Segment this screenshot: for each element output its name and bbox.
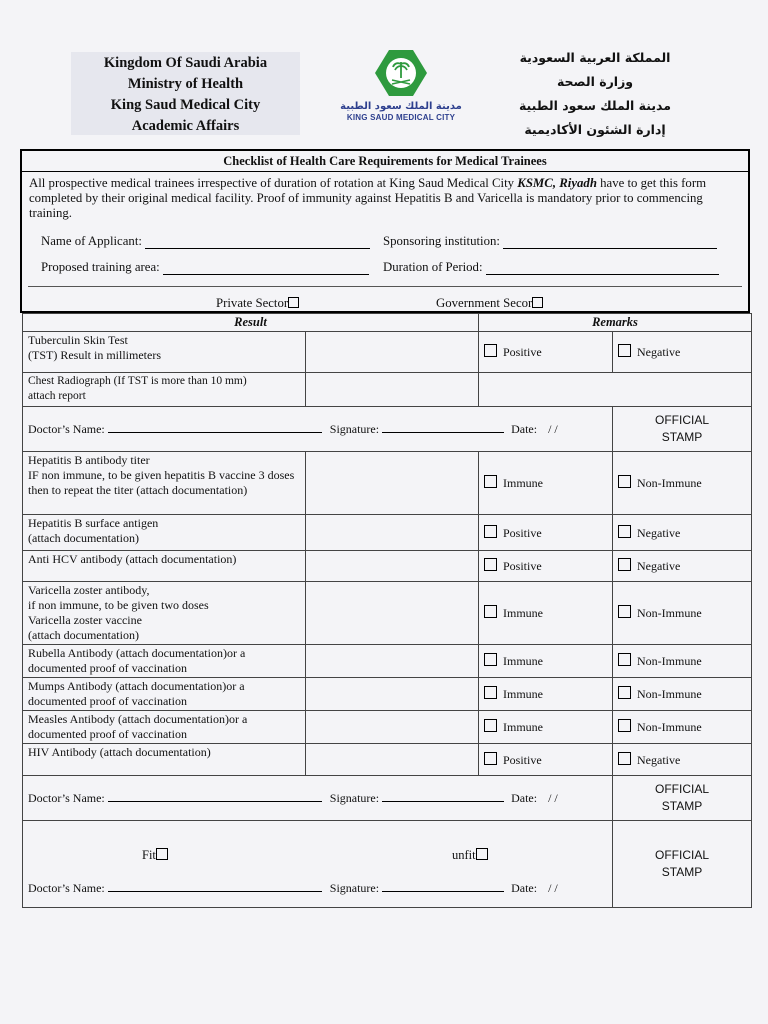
remarks-cell[interactable] — [479, 373, 752, 407]
applicant-info-box — [20, 149, 750, 313]
doctor-name-label: Doctor’s Name: — [28, 881, 105, 895]
applicant-name-line[interactable] — [145, 236, 370, 249]
duration-line[interactable] — [486, 262, 719, 275]
option-cell[interactable] — [479, 645, 613, 678]
checkbox[interactable] — [484, 719, 497, 732]
option-label: Negative — [637, 525, 681, 540]
checkbox[interactable] — [484, 653, 497, 666]
option-label: Non-Immune — [637, 720, 702, 734]
government-sector-option[interactable] — [436, 296, 543, 311]
stamp-text-stamp: STAMP — [661, 865, 703, 879]
test-name: Hepatitis B antibody titer IF non immune, to be given hepatitis B vaccine 3 doses then to repeat the titer (attach documentation) — [23, 452, 306, 515]
header-line-kingdom: Kingdom Of Saudi Arabia — [103, 55, 268, 71]
option-cell[interactable] — [613, 332, 752, 373]
result-cell[interactable] — [306, 678, 479, 711]
table-header-row — [23, 314, 752, 332]
test-name: Chest Radiograph (If TST is more than 10 mm) attach report — [23, 373, 306, 407]
checkbox[interactable] — [484, 605, 497, 618]
option-label: Immune — [503, 606, 543, 620]
logo-english-text: KING SAUD MEDICAL CITY — [346, 113, 456, 122]
checkbox[interactable] — [618, 752, 631, 765]
doctor-line — [28, 881, 558, 896]
applicant-name-field[interactable] — [41, 234, 370, 249]
fit-label: Fit — [142, 848, 156, 862]
result-cell[interactable] — [306, 582, 479, 645]
private-sector-option[interactable] — [216, 296, 299, 311]
doctor-name-line[interactable] — [108, 422, 322, 433]
unfit-checkbox[interactable] — [476, 848, 488, 860]
option-label: Immune — [503, 476, 543, 490]
option-cell[interactable] — [613, 582, 752, 645]
option-label: Non-Immune — [637, 687, 702, 701]
option-cell[interactable] — [479, 452, 613, 515]
private-sector-checkbox[interactable] — [288, 297, 299, 308]
test-name: Measles Antibody (attach documentation)or a documented proof of vaccination — [23, 711, 306, 744]
remarks-header: Remarks — [479, 314, 752, 332]
checkbox[interactable] — [618, 475, 631, 488]
logo-arabic-text: مدينة الملك سعود الطبية — [340, 101, 462, 112]
intro-text-b: have to get this form completed by their original medical facility. Proof of immunity against Hepatitis B and Varicella is mandatory prior to commencing training. — [29, 176, 707, 220]
arabic-line-kingdom: المملكة العربية السعودية — [519, 50, 671, 65]
arabic-header — [515, 46, 675, 142]
date-field[interactable]: / / — [548, 790, 558, 805]
ksmc-logo — [336, 48, 466, 134]
option-cell[interactable] — [613, 645, 752, 678]
table-row — [23, 678, 752, 711]
doctor-name-line[interactable] — [108, 791, 322, 802]
result-cell[interactable] — [306, 452, 479, 515]
result-cell[interactable] — [306, 744, 479, 776]
doctor-name-label: Doctor’s Name: — [28, 421, 105, 436]
training-area-line[interactable] — [163, 262, 369, 275]
table-row — [23, 373, 752, 407]
date-field[interactable]: / / — [548, 421, 558, 436]
checkbox[interactable] — [484, 752, 497, 765]
option-label: Positive — [503, 559, 542, 573]
option-cell[interactable] — [479, 551, 613, 582]
option-label: Non-Immune — [637, 476, 702, 490]
signature-label: Signature: — [329, 421, 380, 436]
form-title: Checklist of Health Care Requirements for Medical Trainees — [22, 151, 748, 172]
doctor-signoff-cell — [23, 776, 613, 821]
fitness-signoff-row — [23, 821, 752, 908]
official-stamp-box — [613, 776, 752, 821]
option-label: Negative — [637, 345, 681, 359]
checkbox[interactable] — [618, 525, 631, 538]
intro-text-a: All prospective medical trainees irrespective of duration of rotation at King Saud Medical City — [29, 176, 518, 190]
test-name: Hepatitis B surface antigen (attach documentation) — [23, 515, 306, 551]
fitness-signoff-cell — [23, 821, 613, 908]
header-line-affairs: Academic Affairs — [131, 118, 240, 134]
option-cell[interactable] — [613, 678, 752, 711]
date-label: Date: — [511, 881, 538, 895]
checkbox[interactable] — [484, 475, 497, 488]
government-sector-checkbox[interactable] — [532, 297, 543, 308]
option-label: Negative — [637, 752, 681, 767]
unfit-label: unfit — [452, 848, 476, 862]
doctor-name-label: Doctor’s Name: — [28, 790, 105, 805]
header-line-city: King Saud Medical City — [110, 97, 261, 113]
intro-paragraph — [22, 172, 748, 221]
arabic-line-affairs: إدارة الشئون الأكاديمية — [524, 122, 666, 137]
option-label: Immune — [503, 720, 543, 734]
signature-line[interactable] — [382, 791, 504, 802]
sponsoring-institution-field[interactable] — [383, 234, 717, 249]
result-cell[interactable] — [306, 645, 479, 678]
checkbox[interactable] — [484, 686, 497, 699]
result-cell[interactable] — [306, 332, 479, 373]
table-row — [23, 515, 752, 551]
doctor-signoff-cell — [23, 407, 613, 452]
test-name: Tuberculin Skin Test (TST) Result in millimeters — [23, 332, 306, 373]
option-cell[interactable] — [613, 452, 752, 515]
checkbox[interactable] — [484, 344, 497, 357]
test-name: Anti HCV antibody (attach documentation) — [23, 551, 306, 582]
stamp-text-stamp: STAMP — [661, 430, 703, 444]
stamp-text-official: OFFICIAL — [654, 848, 709, 862]
arabic-line-ministry: وزارة الصحة — [556, 74, 634, 89]
checkbox[interactable] — [618, 686, 631, 699]
checkbox[interactable] — [618, 719, 631, 732]
option-label: Positive — [503, 752, 542, 767]
test-name: Rubella Antibody (attach documentation)or a documented proof of vaccination — [23, 645, 306, 678]
doctor-signoff-row — [23, 776, 752, 821]
option-label: Immune — [503, 654, 543, 668]
option-cell[interactable] — [479, 515, 613, 551]
date-label: Date: — [511, 790, 538, 805]
date-label: Date: — [511, 421, 538, 436]
table-row — [23, 645, 752, 678]
option-label: Immune — [503, 687, 543, 701]
checkbox[interactable] — [484, 558, 497, 571]
option-cell[interactable] — [479, 678, 613, 711]
sponsoring-institution-label: Sponsoring institution: — [383, 234, 500, 248]
header-line-ministry: Ministry of Health — [127, 76, 244, 92]
option-cell[interactable] — [479, 711, 613, 744]
checkbox[interactable] — [618, 605, 631, 618]
government-sector-label: Government Secor — [436, 296, 533, 310]
doctor-signoff-row — [23, 407, 752, 452]
date-field[interactable]: / / — [548, 881, 558, 895]
option-label: Negative — [637, 559, 681, 573]
fit-checkbox[interactable] — [156, 848, 168, 860]
signature-line[interactable] — [382, 881, 504, 892]
requirements-table — [22, 313, 752, 908]
table-row — [23, 744, 752, 776]
doctor-name-line[interactable] — [108, 881, 322, 892]
checkbox[interactable] — [484, 525, 497, 538]
result-cell[interactable] — [306, 373, 479, 407]
duration-label: Duration of Period: — [383, 260, 483, 274]
signature-label: Signature: — [329, 790, 380, 805]
training-area-field[interactable] — [41, 260, 369, 275]
official-stamp-box — [613, 821, 752, 908]
palm-emblem-icon — [373, 48, 429, 98]
result-cell[interactable] — [306, 551, 479, 582]
stamp-text-official: OFFICIAL — [654, 413, 709, 427]
table-row — [23, 582, 752, 645]
applicant-name-label: Name of Applicant: — [41, 234, 142, 248]
option-cell[interactable] — [613, 711, 752, 744]
table-row — [23, 452, 752, 515]
duration-field[interactable] — [383, 260, 719, 275]
intro-text-emphasis: KSMC, Riyadh — [517, 176, 597, 190]
checkbox[interactable] — [618, 344, 631, 357]
english-header — [71, 52, 300, 135]
training-area-label: Proposed training area: — [41, 260, 160, 274]
result-cell[interactable] — [306, 711, 479, 744]
option-label: Non-Immune — [637, 606, 702, 620]
option-cell[interactable] — [613, 744, 752, 776]
option-cell[interactable] — [479, 744, 613, 776]
option-label: Positive — [503, 345, 542, 359]
arabic-line-city: مدينة الملك سعود الطبية — [518, 98, 672, 113]
stamp-text-stamp: STAMP — [661, 799, 703, 813]
option-cell[interactable] — [479, 582, 613, 645]
option-label: Positive — [503, 525, 542, 540]
signature-line[interactable] — [382, 422, 504, 433]
sponsoring-institution-line[interactable] — [503, 236, 717, 249]
result-cell[interactable] — [306, 515, 479, 551]
test-name: Varicella zoster antibody, if non immune, to be given two doses Varicella zoster vaccine (attach documentation) — [23, 582, 306, 645]
option-cell[interactable] — [479, 332, 613, 373]
option-cell[interactable] — [613, 515, 752, 551]
table-row — [23, 332, 752, 373]
result-header: Result — [23, 314, 479, 332]
test-name: HIV Antibody (attach documentation) — [23, 744, 306, 776]
signature-label: Signature: — [329, 881, 380, 895]
test-name: Mumps Antibody (attach documentation)or a documented proof of vaccination — [23, 678, 306, 711]
fit-option[interactable] — [142, 848, 168, 863]
divider — [28, 286, 742, 287]
checkbox[interactable] — [618, 558, 631, 571]
table-row — [23, 551, 752, 582]
checkbox[interactable] — [618, 653, 631, 666]
private-sector-label: Private Sector — [216, 296, 289, 310]
unfit-option[interactable] — [452, 848, 488, 863]
stamp-text-official: OFFICIAL — [654, 782, 709, 796]
option-label: Non-Immune — [637, 654, 702, 668]
table-row — [23, 711, 752, 744]
official-stamp-box — [613, 407, 752, 452]
option-cell[interactable] — [613, 551, 752, 582]
